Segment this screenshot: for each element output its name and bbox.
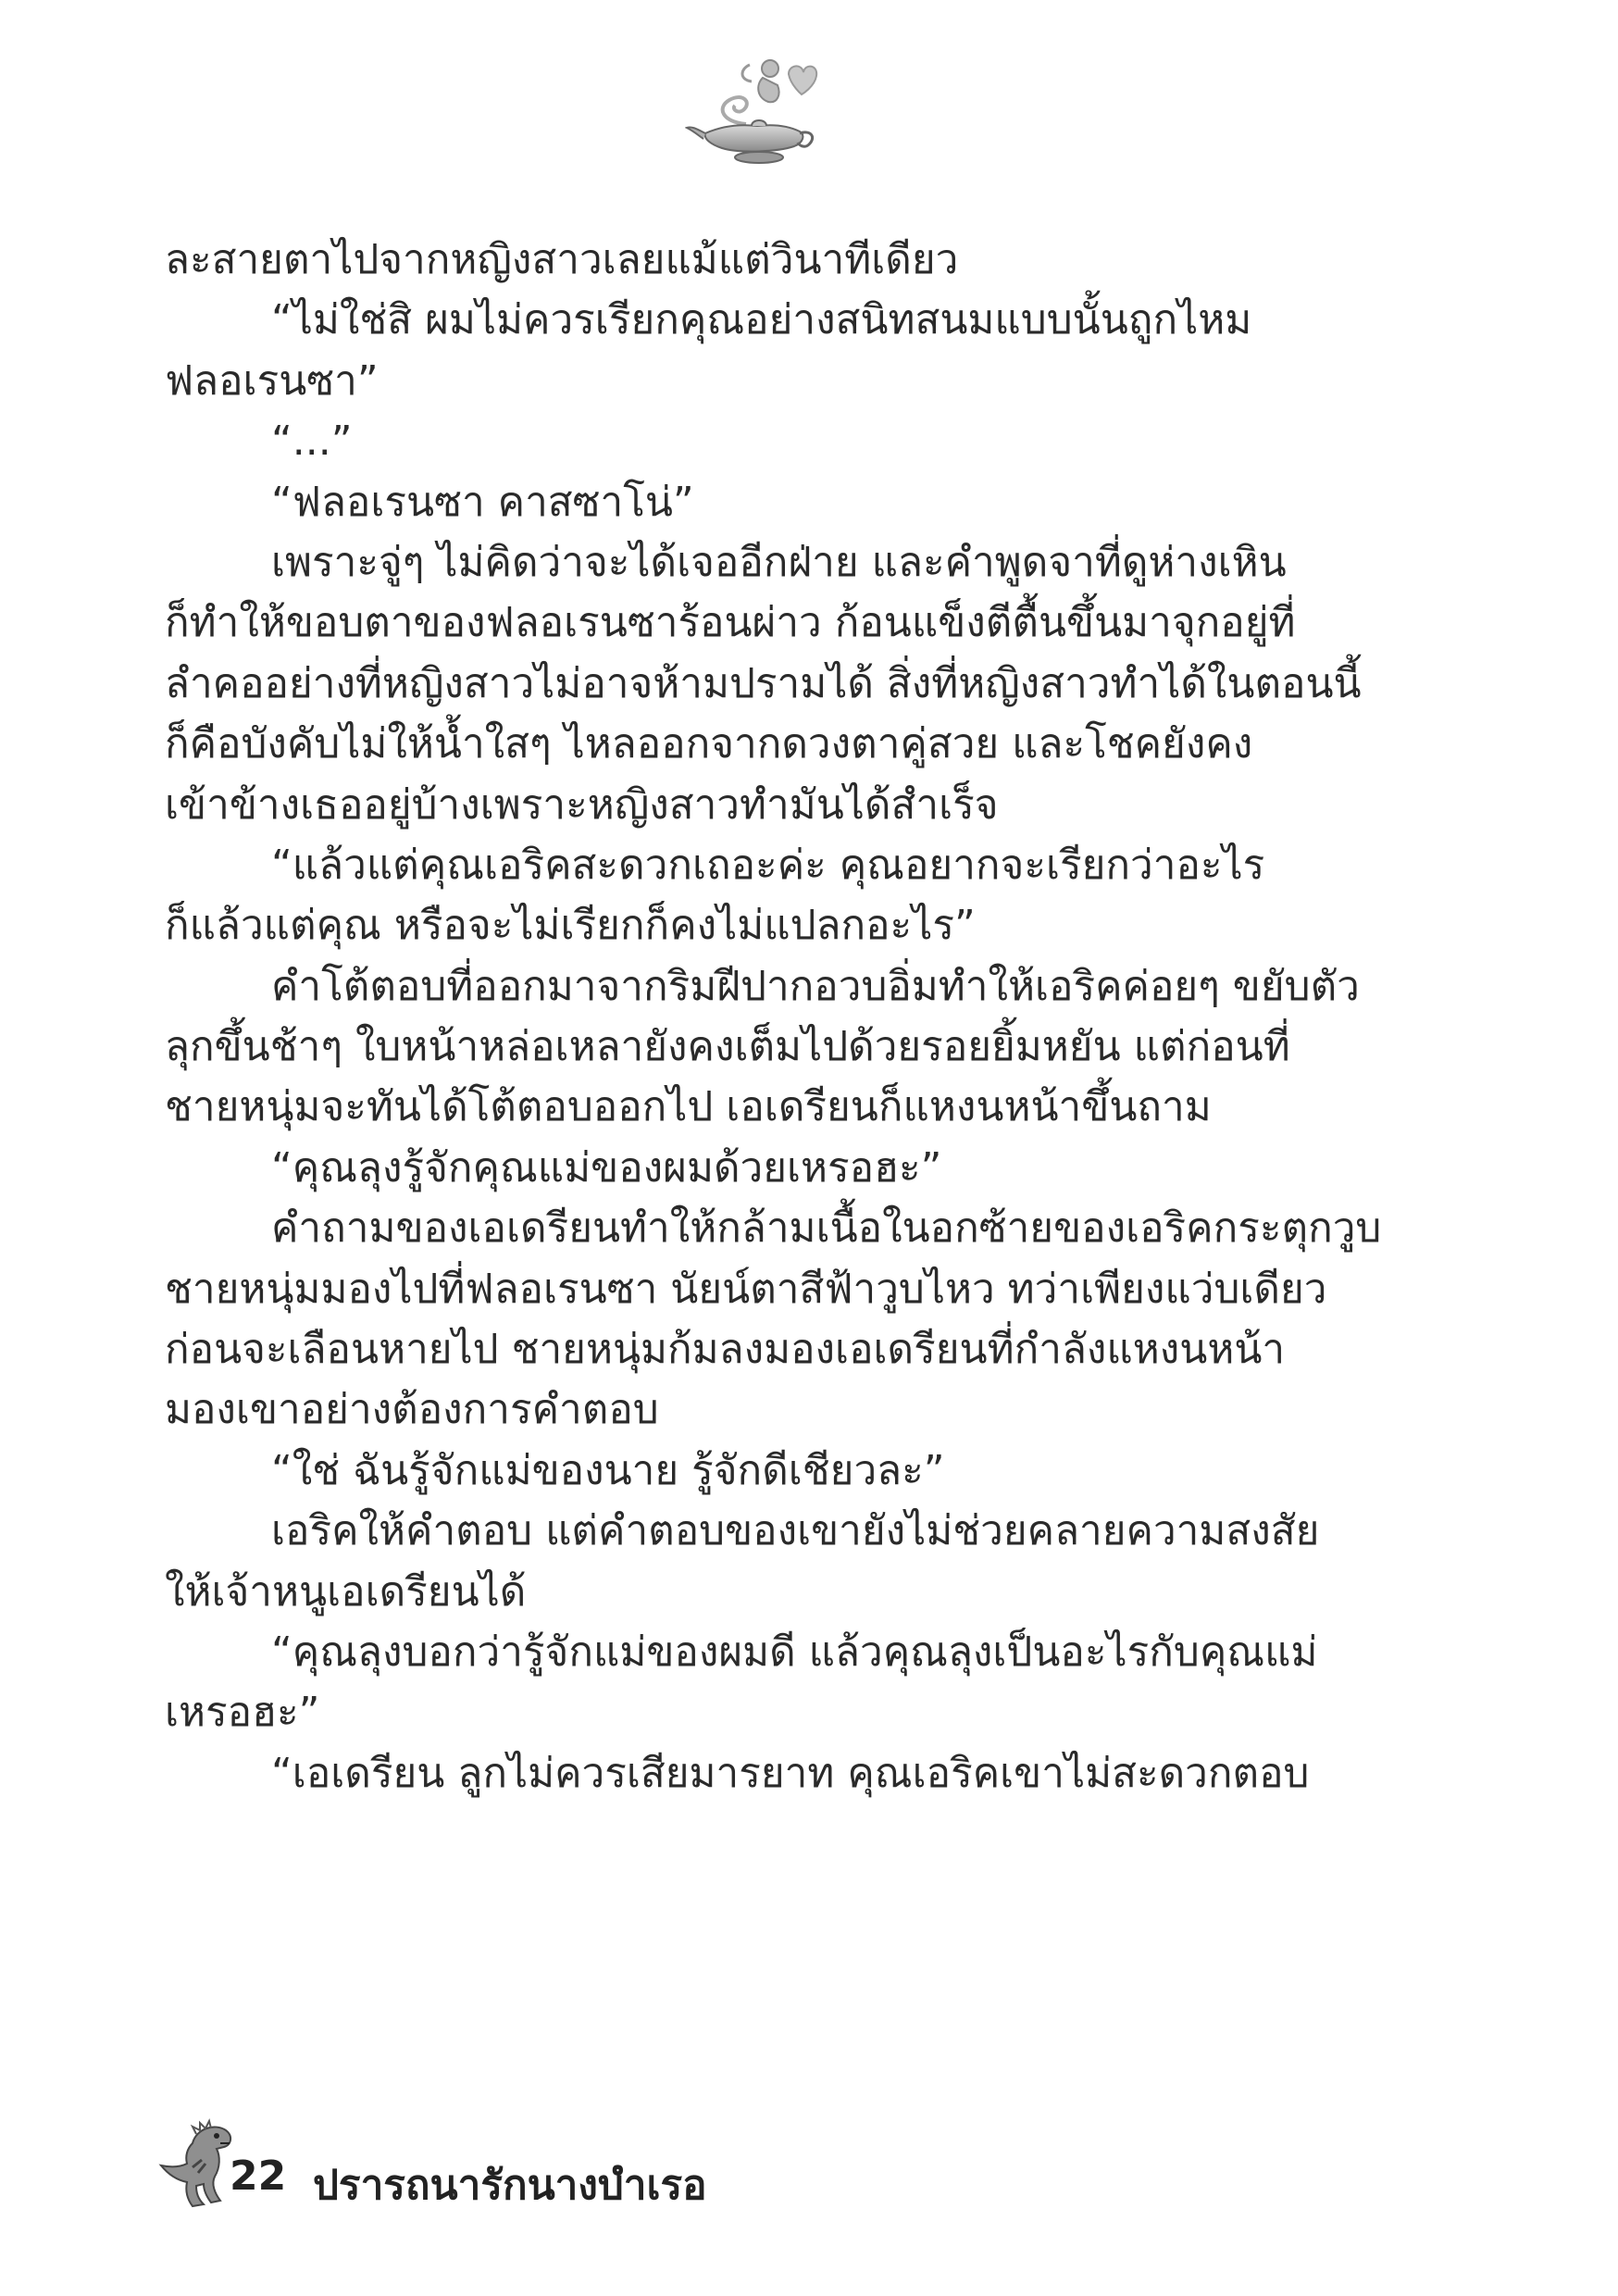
text-line: มองเขาอย่างต้องการคำตอบ bbox=[165, 1386, 659, 1434]
text-line: ชายหนุ่มมองไปที่ฟลอเรนซา นัยน์ตาสีฟ้าวูบไหว ทว่าเพียงแว่บเดียว bbox=[165, 1265, 1327, 1313]
text-line: “ไม่ใช่สิ ผมไม่ควรเรียกคุณอย่างสนิทสนมแบบนั้นถูกไหม bbox=[271, 296, 1252, 344]
text-line: เพราะจู่ๆ ไม่คิดว่าจะได้เจออีกฝ่าย และคำพูดจาที่ดูห่างเหิน bbox=[271, 538, 1287, 586]
text-line: “ใช่ ฉันรู้จักแม่ของนาย รู้จักดีเชียวละ” bbox=[271, 1446, 945, 1494]
genie-lamp-cupid-icon bbox=[685, 48, 833, 168]
text-line: เหรอฮะ” bbox=[165, 1689, 320, 1737]
text-line: “คุณลุงบอกว่ารู้จักแม่ของผมดี แล้วคุณลุงเป็นอะไรกับคุณแม่ bbox=[271, 1628, 1318, 1676]
text-line: ชายหนุ่มจะทันได้โต้ตอบออกไป เอเดรียนก็แหงนหน้าขึ้นถาม bbox=[165, 1083, 1212, 1131]
text-line: “ฟลอเรนซา คาสซาโน่” bbox=[271, 478, 694, 526]
text-line: ให้เจ้าหนูเอเดรียนได้ bbox=[165, 1567, 527, 1616]
text-line: “คุณลุงรู้จักคุณแม่ของผมด้วยเหรอฮะ” bbox=[271, 1143, 942, 1192]
text-line: ก่อนจะเลือนหายไป ชายหนุ่มก้มลงมองเอเดรียนที่กำลังแหงนหน้า bbox=[165, 1326, 1286, 1374]
book-title: ปรารถนารักนางบำเรอ bbox=[313, 2162, 707, 2209]
text-line: ก็ทำให้ขอบตาของฟลอเรนซาร้อนผ่าว ก้อนแข็งตีตื้นขึ้นมาจุกอยู่ที่ bbox=[165, 599, 1296, 647]
text-line: ลุกขึ้นช้าๆ ใบหน้าหล่อเหลายังคงเต็มไปด้วยรอยยิ้มหยัน แต่ก่อนที่ bbox=[165, 1023, 1290, 1071]
body-text bbox=[165, 230, 1382, 1803]
text-line: ก็คือบังคับไม่ให้น้ำใสๆ ไหลออกจากดวงตาคู่สวย และโชคยังคง bbox=[165, 720, 1253, 768]
text-line: ลำคออย่างที่หญิงสาวไม่อาจห้ามปรามได้ สิ่งที่หญิงสาวทำได้ในตอนนี้ bbox=[165, 659, 1362, 707]
text-line: “แล้วแต่คุณเอริคสะดวกเถอะค่ะ คุณอยากจะเรียกว่าอะไร bbox=[271, 841, 1265, 889]
page-footer bbox=[156, 2115, 989, 2217]
text-line: คำโต้ตอบที่ออกมาจากริมฝีปากอวบอิ่มทำให้เอริคค่อยๆ ขยับตัว bbox=[271, 962, 1360, 1010]
page-number: 22 bbox=[230, 2152, 287, 2200]
text-line: ฟลอเรนซา” bbox=[165, 356, 379, 405]
text-line: เข้าข้างเธออยู่บ้างเพราะหญิงสาวทำมันได้สำเร็จ bbox=[165, 780, 999, 829]
text-line: “...” bbox=[271, 418, 353, 466]
text-line: ก็แล้วแต่คุณ หรือจะไม่เรียกก็คงไม่แปลกอะไร” bbox=[165, 902, 976, 950]
text-line: เอริคให้คำตอบ แต่คำตอบของเขายังไม่ช่วยคลายความสงสัย bbox=[271, 1507, 1320, 1555]
text-line: คำถามของเอเดรียนทำให้กล้ามเนื้อในอกซ้ายของเอริคกระตุกวูบ bbox=[271, 1204, 1382, 1253]
text-line: ละสายตาไปจากหญิงสาวเลยแม้แต่วินาทีเดียว bbox=[165, 236, 959, 283]
text-line: “เอเดรียน ลูกไม่ควรเสียมารยาท คุณเอริคเขาไม่สะดวกตอบ bbox=[271, 1749, 1310, 1797]
